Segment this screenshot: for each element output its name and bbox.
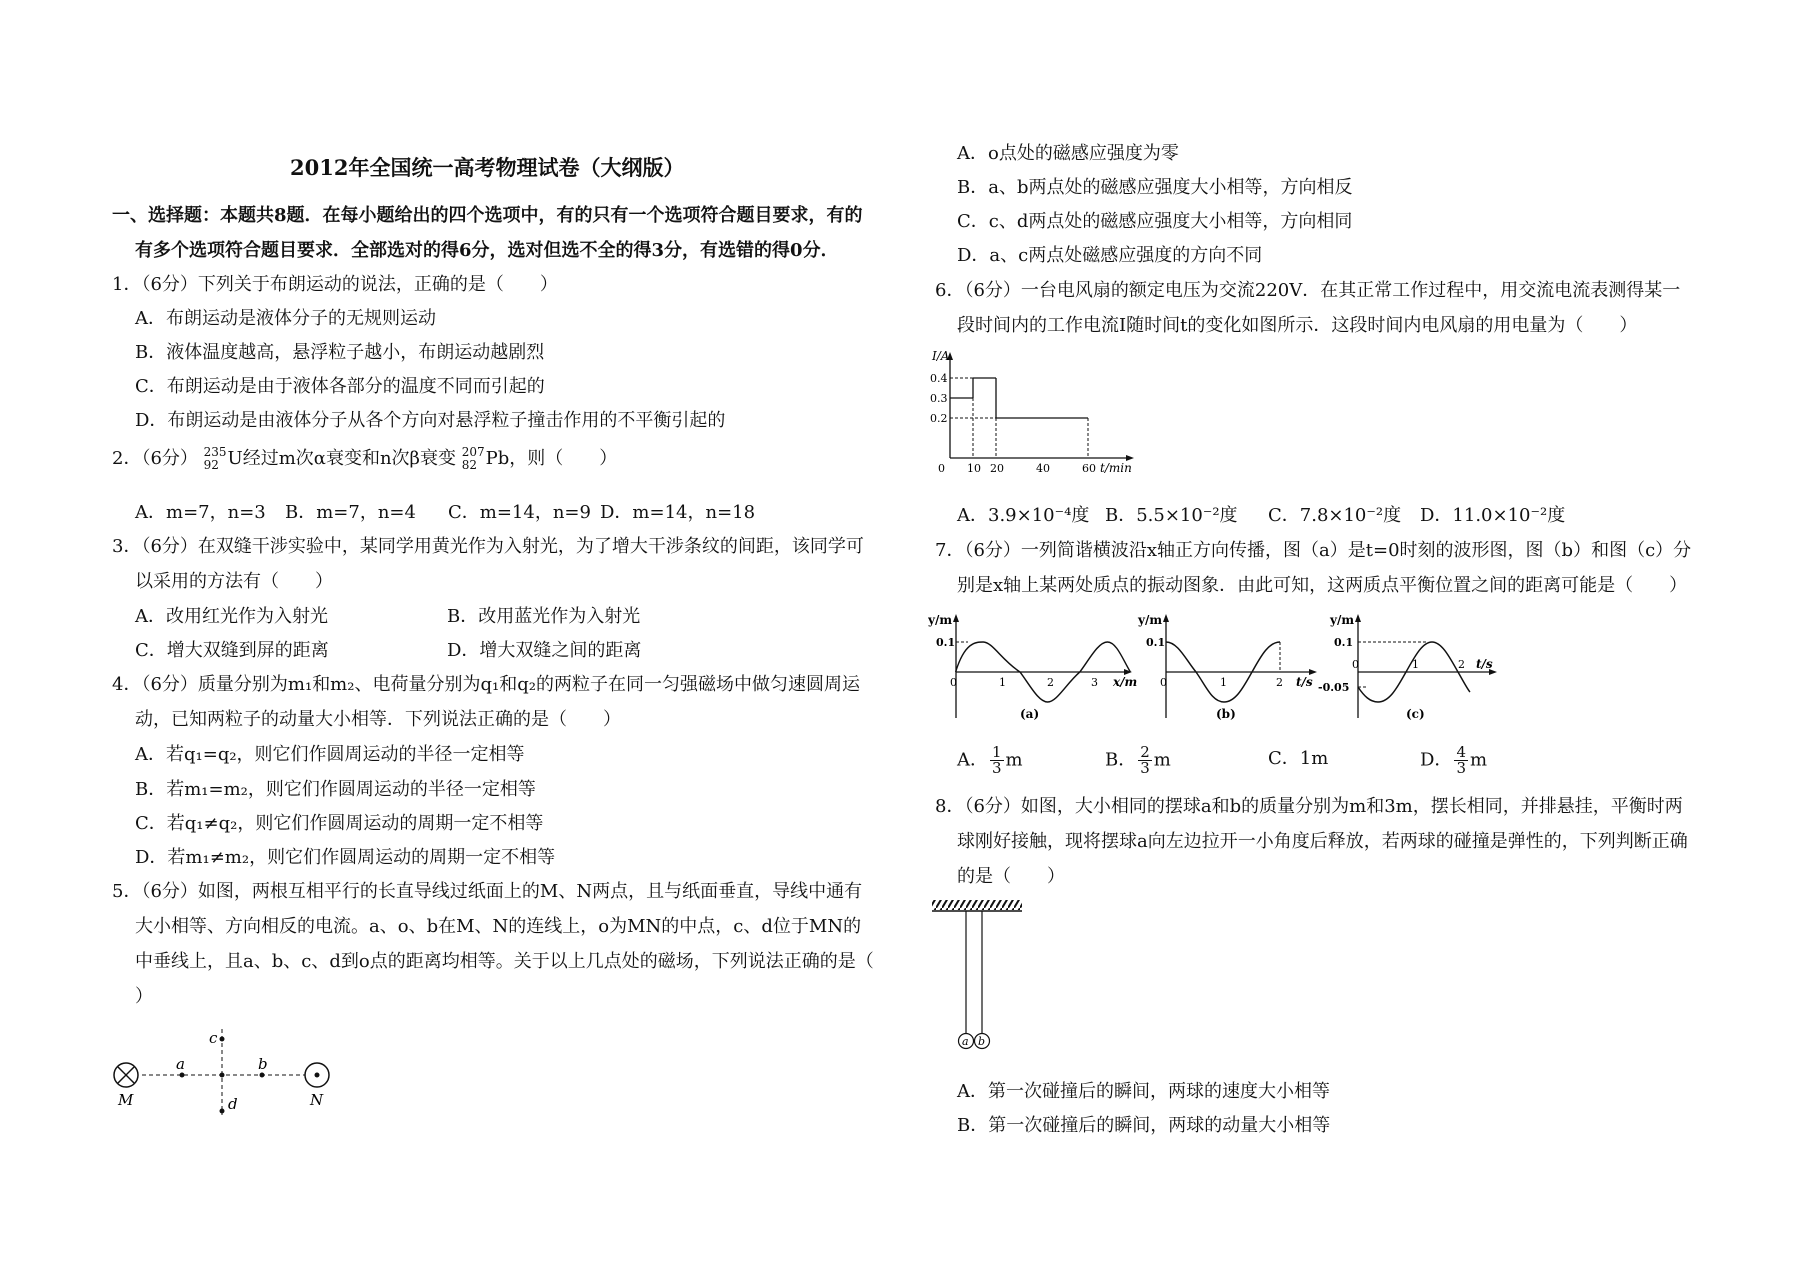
q8-stem-line-3: 的是（ ） (957, 866, 1065, 887)
q7a-x-tick-3: 3 (1091, 676, 1098, 689)
q3-stem-line-2: 以采用的方法有（ ） (135, 571, 333, 592)
q2-option-b: B．m=7，n=4 (285, 502, 416, 523)
q6-x-tick-0: 0 (938, 462, 945, 473)
q7c-y-arrow-icon (1355, 614, 1361, 622)
u-symbol: U (227, 448, 243, 469)
label-b: b (258, 1055, 268, 1073)
q8-stem-line-1: 8．（6分）如图，大小相同的摆球a和b的质量分别为m和3m，摆长相同，并排悬挂，平衡时两 (935, 796, 1683, 817)
q7-a-numerator: 1 (992, 743, 1002, 761)
point-o (220, 1073, 225, 1078)
q7-stem-line-2: 别是x轴上某两处质点的振动图象．由此可知，这两质点平衡位置之间的距离可能是（ ） (957, 575, 1688, 596)
q3-option-d: D．增大双缝之间的距离 (447, 640, 642, 661)
point-d (220, 1109, 225, 1114)
q6-x-tick-3: 40 (1036, 462, 1050, 473)
q6-x-tick-2: 20 (990, 462, 1004, 473)
q6-y-tick-1: 0.3 (930, 392, 948, 405)
q5-stem-line-2: 大小相等、方向相反的电流。a、o、b在M、N的连线上，o为MN的中点，c、d位于MN的 (135, 916, 862, 937)
q2-stem (112, 446, 617, 472)
q3-option-b: B．改用蓝光作为入射光 (447, 606, 641, 627)
q7a-y-label: y/m (928, 613, 953, 627)
section-heading-line-2: 有多个选项符合题目要求．全部选对的得6分，选对但选不全的得3分，有选错的得0分． (135, 240, 839, 261)
pb-atomic-number: 82 (461, 458, 477, 472)
q3-option-c: C．增大双缝到屏的距离 (135, 640, 329, 661)
q7b-x-label: t/s (1296, 675, 1313, 689)
q7-option-b (1105, 745, 1171, 776)
label-c: c (209, 1029, 218, 1047)
q7a-x-label: x/m (1113, 675, 1138, 689)
q5-option-a: A．o点处的磁感应强度为零 (957, 143, 1179, 164)
q6-y-tick-0: 0.4 (930, 372, 948, 385)
q7-figure-c (1318, 613, 1497, 721)
q7c-caption: (c) (1406, 707, 1425, 721)
q2-option-a: A．m=7，n=3 (135, 502, 266, 523)
point-a (180, 1073, 185, 1078)
q7-d-unit: m (1469, 749, 1488, 771)
q7b-y-tick: 0.1 (1146, 636, 1166, 649)
section-heading-line-1: 一、选择题：本题共8题．在每小题给出的四个选项中，有的只有一个选项符合题目要求，有的 (112, 205, 863, 226)
q6-current-time-graph (930, 348, 1140, 473)
ball-b-label: b (978, 1035, 986, 1048)
q7b-x-tick-1: 1 (1220, 676, 1227, 689)
q5-stem-line-3: 中垂线上，且a、b、c、d到o点的距离均相等。关于以上几点处的磁场，下列说法正确的是（ (135, 951, 874, 972)
label-m: M (118, 1091, 134, 1109)
q7-d-fraction (1454, 745, 1468, 776)
q7-a-denominator: 3 (992, 759, 1002, 777)
q6-x-tick-1: 10 (967, 462, 981, 473)
q7-b-unit: m (1153, 749, 1171, 771)
ceiling-hatch (932, 900, 1022, 910)
q7-option-c: C．1m (1268, 748, 1329, 769)
q7c-x-tick-2: 2 (1458, 658, 1465, 671)
q7a-x-tick-0: 0 (950, 676, 957, 689)
q5-option-b: B．a、b两点处的磁感应强度大小相等，方向相反 (957, 177, 1353, 198)
q1-stem: 1．（6分）下列关于布朗运动的说法，正确的是（ ） (112, 274, 558, 295)
q7-option-d (1420, 745, 1487, 776)
q5-stem-line-4: ） (135, 986, 153, 1007)
label-a: a (176, 1055, 185, 1073)
q2-suffix: ，则（ ） (509, 448, 618, 469)
q7-figure-b (1137, 613, 1317, 721)
q4-option-a: A．若q₁=q₂，则它们作圆周运动的半径一定相等 (135, 744, 525, 765)
q7b-y-arrow-icon (1163, 614, 1169, 622)
q2-option-c: C．m=14，n=9 (448, 502, 591, 523)
q4-stem-line-2: 动，已知两粒子的动量大小相等．下列说法正确的是（ ） (135, 709, 621, 730)
q3-option-a: A．改用红光作为入射光 (135, 606, 328, 627)
ball-a-label: a (962, 1035, 969, 1048)
q8-stem-line-2: 球刚好接触，现将摆球a向左边拉开一小角度后释放，若两球的碰撞是弹性的，下列判断正确 (957, 831, 1688, 852)
u-isotope-numbers (204, 446, 227, 472)
q7-b-fraction (1138, 745, 1152, 776)
pb-symbol: Pb (485, 448, 510, 469)
q1-option-d: D．布朗运动是由液体分子从各个方向对悬浮粒子撞击作用的不平衡引起的 (135, 410, 726, 431)
q7-a-label: A． (957, 749, 988, 771)
q1-option-c: C．布朗运动是由于液体各部分的温度不同而引起的 (135, 376, 545, 397)
point-b (260, 1073, 265, 1078)
label-n: N (310, 1091, 324, 1109)
q7-d-label: D． (1420, 749, 1453, 771)
u-mass-number: 235 (203, 445, 227, 459)
pb-isotope-numbers (462, 446, 485, 472)
q3-stem-line-1: 3．（6分）在双缝干涉实验中，某同学用黄光作为入射光，为了增大干涉条纹的间距，该同学可 (112, 536, 864, 557)
q6-option-d: D．11.0×10⁻²度 (1420, 505, 1566, 526)
q7-b-denominator: 3 (1140, 759, 1150, 777)
q6-option-b: B．5.5×10⁻²度 (1105, 505, 1238, 526)
wire-n-out-of-page-icon (305, 1063, 329, 1087)
q5-stem-line-1: 5．（6分）如图，两根互相平行的长直导线过纸面上的M、N两点，且与纸面垂直，导线中通有 (112, 881, 863, 902)
q7a-y-arrow-icon (953, 614, 959, 622)
label-d: d (228, 1095, 238, 1113)
q6-stem-line-2: 段时间内的工作电流I随时间t的变化如图所示．这段时间内电风扇的用电量为（ ） (957, 315, 1638, 336)
pb-mass-number: 207 (461, 445, 485, 459)
q5-option-d: D．a、c两点处磁感应强度的方向不同 (957, 245, 1263, 266)
q7a-caption: (a) (1020, 707, 1040, 721)
point-c (220, 1037, 225, 1042)
q7c-x-tick-0: 0 (1352, 658, 1359, 671)
q7c-x-label: t/s (1476, 657, 1493, 671)
q6-stem-line-1: 6．（6分）一台电风扇的额定电压为交流220V．在其正常工作过程中，用交流电流表测得某一 (935, 280, 1681, 301)
q6-x-label: t/min (1100, 461, 1132, 473)
q7b-x-tick-0: 0 (1160, 676, 1167, 689)
wire-m-into-page-icon (114, 1063, 138, 1087)
q5-magnetic-figure (110, 1025, 340, 1115)
q7c-x-tick-1: 1 (1412, 658, 1419, 671)
q7b-x-tick-2: 2 (1276, 676, 1283, 689)
q2-mid: 经过m次α衰变和n次β衰变 (242, 448, 456, 469)
q7-figure-a (928, 613, 1137, 721)
q6-option-a: A．3.9×10⁻⁴度 (957, 505, 1090, 526)
q7-a-fraction (990, 745, 1004, 776)
q7b-y-label: y/m (1138, 613, 1163, 627)
q5-option-c: C．c、d两点处的磁感应强度大小相等，方向相同 (957, 211, 1353, 232)
q1-option-b: B．液体温度越高，悬浮粒子越小，布朗运动越剧烈 (135, 342, 545, 363)
q7-stem-line-1: 7．（6分）一列简谐横波沿x轴正方向传播，图（a）是t=0时刻的波形图，图（b）和图（c）分 (935, 540, 1692, 561)
q6-x-tick-4: 60 (1082, 462, 1096, 473)
q7c-y-tick-neg: -0.05 (1318, 681, 1350, 694)
q4-stem-line-1: 4．（6分）质量分别为m₁和m₂、电荷量分别为q₁和q₂的两粒子在同一匀强磁场中做匀速圆周运 (112, 674, 860, 695)
q7a-x-tick-1: 1 (999, 676, 1006, 689)
q6-option-c: C．7.8×10⁻²度 (1268, 505, 1402, 526)
q4-option-d: D．若m₁≠m₂，则它们作圆周运动的周期一定不相等 (135, 847, 556, 868)
q7b-caption: (b) (1216, 707, 1236, 721)
q6-y-tick-2: 0.2 (930, 412, 948, 425)
q7-d-numerator: 4 (1456, 743, 1466, 761)
page-title: 2012年全国统一高考物理试卷（大纲版） (290, 155, 685, 180)
q2-option-d: D．m=14，n=18 (600, 502, 756, 523)
q4-option-b: B．若m₁=m₂，则它们作圆周运动的半径一定相等 (135, 779, 536, 800)
q6-y-label: I/A (932, 349, 950, 363)
q2-prefix: 2．（6分） (112, 448, 198, 469)
q7c-y-tick: 0.1 (1334, 636, 1354, 649)
u-atomic-number: 92 (203, 458, 219, 472)
q7-a-unit: m (1005, 749, 1023, 771)
q7-d-denominator: 3 (1456, 759, 1466, 777)
q1-option-a: A．布朗运动是液体分子的无规则运动 (135, 308, 436, 329)
q7-b-label: B． (1105, 749, 1137, 771)
q7-wave-figures (928, 610, 1498, 730)
q8-pendulum-figure (930, 898, 1050, 1058)
q7c-y-label: y/m (1330, 613, 1355, 627)
q7-option-a (957, 745, 1023, 776)
q7-b-numerator: 2 (1140, 743, 1150, 761)
q4-option-c: C．若q₁≠q₂，则它们作圆周运动的周期一定不相等 (135, 813, 544, 834)
q8-option-b: B．第一次碰撞后的瞬间，两球的动量大小相等 (957, 1115, 1331, 1136)
q8-option-a: A．第一次碰撞后的瞬间，两球的速度大小相等 (957, 1081, 1330, 1102)
q7a-x-tick-2: 2 (1047, 676, 1054, 689)
q7a-y-tick: 0.1 (936, 636, 956, 649)
